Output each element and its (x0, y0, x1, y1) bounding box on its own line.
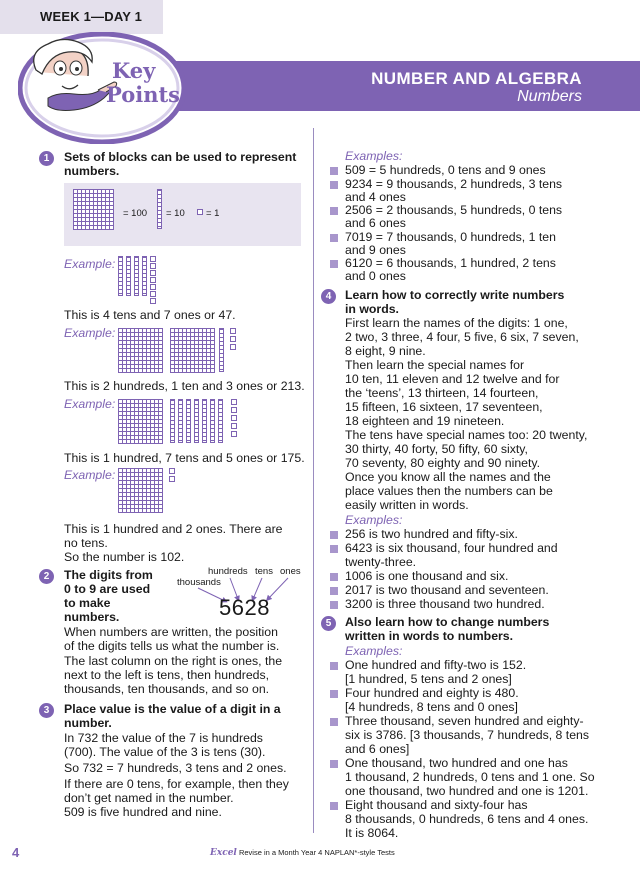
example-4-text-line-3: So the number is 102. (64, 550, 185, 564)
one-cube (197, 209, 203, 215)
one-cube (150, 298, 156, 304)
place-example-line: 9234 = 9 thousands, 2 hundreds, 3 tens (345, 177, 563, 191)
ones-column (150, 256, 158, 300)
place-example-line: 6120 = 6 thousands, 1 hundred, 2 tens (345, 256, 556, 270)
one-cube (231, 431, 237, 437)
thousands-label: thousands (177, 577, 221, 588)
week-day-label: WEEK 1—DAY 1 (40, 9, 143, 24)
one-cube (231, 399, 237, 405)
bullet-icon (330, 573, 338, 581)
point-4-heading-line-2: in words. (345, 302, 399, 316)
point-2-body-line: next to the left is tens, then hundreds, (64, 668, 270, 682)
examples-label: Examples: (345, 513, 403, 527)
example-3-text: This is 1 hundred, 7 tens and 5 ones or 175. (64, 451, 305, 465)
point-number-4: 4 (321, 289, 336, 304)
badge-points-text: Points (106, 82, 181, 107)
point-4-body-line: 2 two, 3 three, 4 four, 5 five, 6 six, 7 seven, (345, 330, 579, 344)
hundred-block (170, 328, 215, 373)
bullet-icon (330, 587, 338, 595)
number-example-line: Four hundred and eighty is 480. (345, 686, 519, 700)
ten-rod (157, 189, 162, 229)
hundreds-label: hundreds (208, 566, 248, 577)
one-cube (231, 415, 237, 421)
one-cube (230, 328, 236, 334)
number-example-line: One hundred and fifty-two is 152. (345, 658, 527, 672)
number-example-line: 1 thousand, 2 hundreds, 0 tens and 1 one. So (345, 770, 595, 784)
bullet-icon (330, 207, 338, 215)
point-4-body-line: 10 ten, 11 eleven and 12 twelve and for (345, 372, 560, 386)
section-subtitle: Numbers (517, 88, 582, 105)
one-cube (169, 468, 175, 474)
one-cube (231, 407, 237, 413)
bullet-icon (330, 167, 338, 175)
bullet-icon (330, 760, 338, 768)
place-example-line: and 9 ones (345, 243, 406, 257)
example-label: Example: (64, 257, 116, 271)
footer-text (210, 848, 395, 858)
point-4-body-line: Then learn the special names for (345, 358, 525, 372)
examples-label: Examples: (345, 644, 403, 658)
ten-rod (118, 256, 123, 296)
page-number: 4 (12, 845, 20, 860)
bullet-icon (330, 181, 338, 189)
example-label: Example: (64, 326, 116, 340)
point-4-body-line: 70 seventy, 80 eighty and 90 ninety. (345, 456, 541, 470)
point-2-body-line: of the digits tells us what the number is. (64, 639, 280, 653)
hundred-block (118, 468, 163, 513)
bullet-icon (330, 260, 338, 268)
number-example-line: It is 8064. (345, 826, 399, 840)
bullet-icon (330, 802, 338, 810)
place-example-line: 509 = 5 hundreds, 0 tens and 9 ones (345, 163, 546, 177)
point-4-body-line: easily written in words. (345, 498, 469, 512)
number-example-line: Eight thousand and sixty-four has (345, 798, 528, 812)
word-example-line: 256 is two hundred and fifty-six. (345, 527, 518, 541)
bullet-icon (330, 662, 338, 670)
example-4-text-line-2: no tens. (64, 536, 108, 550)
point-1-heading-line-2: numbers. (64, 164, 120, 178)
word-example-line: twenty-three. (345, 555, 417, 569)
bullet-icon (330, 545, 338, 553)
one-cube (150, 263, 156, 269)
point-number-5: 5 (321, 616, 336, 631)
word-example-line: 1006 is one thousand and six. (345, 569, 509, 583)
point-3-body-line: If there are 0 tens, for example, then they (64, 777, 289, 791)
point-4-body-line: place values then the numbers can be (345, 484, 553, 498)
number-example-line: and 6 ones] (345, 742, 410, 756)
place-example-line: and 0 ones (345, 269, 406, 283)
bullet-icon (330, 718, 338, 726)
tens-label: tens (255, 566, 273, 577)
one-cube (150, 291, 156, 297)
ten-rod (194, 399, 199, 443)
point-number-3: 3 (39, 703, 54, 718)
hundred-block (118, 399, 163, 444)
ten-rod (219, 328, 224, 372)
one-cube (150, 284, 156, 290)
ten-rod (218, 399, 223, 443)
example-2-text: This is 2 hundreds, 1 ten and 3 ones or 213. (64, 379, 305, 393)
example-number: 5628 (219, 595, 270, 620)
point-4-body-line: 8 eight, 9 nine. (345, 344, 426, 358)
place-example-line: and 6 ones (345, 216, 406, 230)
point-2-body-line: thousands, ten thousands, and so on. (64, 682, 270, 696)
one-cube (231, 423, 237, 429)
ten-rod (202, 399, 207, 443)
point-4-body-line: The tens have special names too: 20 twenty, (345, 428, 588, 442)
point-3-heading-line-1: Place value is the value of a digit in a (64, 702, 281, 716)
point-4-heading-line-1: Learn how to correctly write numbers (345, 288, 565, 302)
ten-rod (186, 399, 191, 443)
badge-key-text: Key (112, 58, 156, 83)
examples-label: Examples: (345, 149, 403, 163)
point-4-body-line: 18 eighteen and 19 nineteen. (345, 414, 505, 428)
ten-rod (178, 399, 183, 443)
point-1-heading-line-1: Sets of blocks can be used to represent (64, 150, 297, 164)
example-4-text-line-1: This is 1 hundred and 2 ones. There are (64, 522, 283, 536)
one-cube (169, 476, 175, 482)
ten-rod (134, 256, 139, 296)
point-2-body-line: When numbers are written, the position (64, 625, 278, 639)
ten-rod (142, 256, 147, 296)
point-4-body-line: Once you know all the names and the (345, 470, 551, 484)
point-4-body-line: the ‘teens’, 13 thirteen, 14 fourteen, (345, 386, 539, 400)
point-3-body-line: (700). The value of the 3 is tens (30). (64, 745, 266, 759)
point-2-heading-line-4: numbers. (64, 610, 120, 624)
bullet-icon (330, 531, 338, 539)
point-5-heading-line-1: Also learn how to change numbers (345, 615, 550, 629)
one-cube (230, 344, 236, 350)
one-cube (150, 270, 156, 276)
hundred-block (118, 328, 163, 373)
point-4-body-line: First learn the names of the digits: 1 one, (345, 316, 568, 330)
point-2-heading-line-1: The digits from (64, 568, 153, 582)
word-example-line: 3200 is three thousand two hundred. (345, 597, 545, 611)
number-example-line: One thousand, two hundred and one has (345, 756, 568, 770)
example-label: Example: (64, 468, 116, 482)
place-example-line: 7019 = 7 thousands, 0 hundreds, 1 ten (345, 230, 556, 244)
footer-title: Revise in a Month Year 4 NAPLAN*-style Tests (238, 848, 395, 857)
ones-label: ones (280, 566, 301, 577)
point-number-1: 1 (39, 151, 54, 166)
number-example-line: one thousand, two hundred and one is 1201. (345, 784, 589, 798)
point-number-2: 2 (39, 569, 54, 584)
one-cube (230, 336, 236, 342)
point-3-heading-line-2: number. (64, 716, 112, 730)
section-title: NUMBER AND ALGEBRA (371, 69, 582, 88)
bullet-icon (330, 601, 338, 609)
number-example-line: Three thousand, seven hundred and eighty- (345, 714, 584, 728)
point-3-body-line: 509 is five hundred and nine. (64, 805, 222, 819)
ten-rod (170, 399, 175, 443)
point-3-body-line: So 732 = 7 hundreds, 3 tens and 2 ones. (64, 761, 287, 775)
number-example-line: 8 thousands, 0 hundreds, 6 tens and 4 ones. (345, 812, 589, 826)
point-2-heading-line-3: to make (64, 596, 111, 610)
point-2-heading-line-2: 0 to 9 are used (64, 582, 151, 596)
one-legend-label: = 1 (206, 208, 220, 219)
one-cube (150, 277, 156, 283)
column-divider (313, 128, 314, 833)
footer-brand: Excel (210, 848, 237, 858)
hundred-legend-label: = 100 (123, 208, 148, 219)
number-example-line: [1 hundred, 5 tens and 2 ones] (345, 672, 512, 686)
ten-rod (210, 399, 215, 443)
number-example-line: [4 hundreds, 8 tens and 0 ones] (345, 700, 518, 714)
number-example-line: six is 3786. [3 thousands, 7 hundreds, 8 tens (345, 728, 590, 742)
example-1-text: This is 4 tens and 7 ones or 47. (64, 308, 236, 322)
example-label: Example: (64, 397, 116, 411)
point-4-body-line: 15 fifteen, 16 sixteen, 17 seventeen, (345, 400, 543, 414)
word-example-line: 2017 is two thousand and seventeen. (345, 583, 549, 597)
place-example-line: 2506 = 2 thousands, 5 hundreds, 0 tens (345, 203, 563, 217)
point-3-body-line: In 732 the value of the 7 is hundreds (64, 731, 263, 745)
bullet-icon (330, 690, 338, 698)
ten-rod (126, 256, 131, 296)
point-4-body-line: 30 thirty, 40 forty, 50 fifty, 60 sixty, (345, 442, 528, 456)
hundred-block (73, 189, 114, 230)
one-cube (150, 256, 156, 262)
point-2-body-line: The last column on the right is ones, the (64, 654, 283, 668)
word-example-line: 6423 is six thousand, four hundred and (345, 541, 558, 555)
place-example-line: and 4 ones (345, 190, 406, 204)
point-5-heading-line-2: written in words to numbers. (345, 629, 514, 643)
bullet-icon (330, 234, 338, 242)
point-3-body-line: don’t get named in the number. (64, 791, 234, 805)
ten-legend-label: = 10 (166, 208, 185, 219)
